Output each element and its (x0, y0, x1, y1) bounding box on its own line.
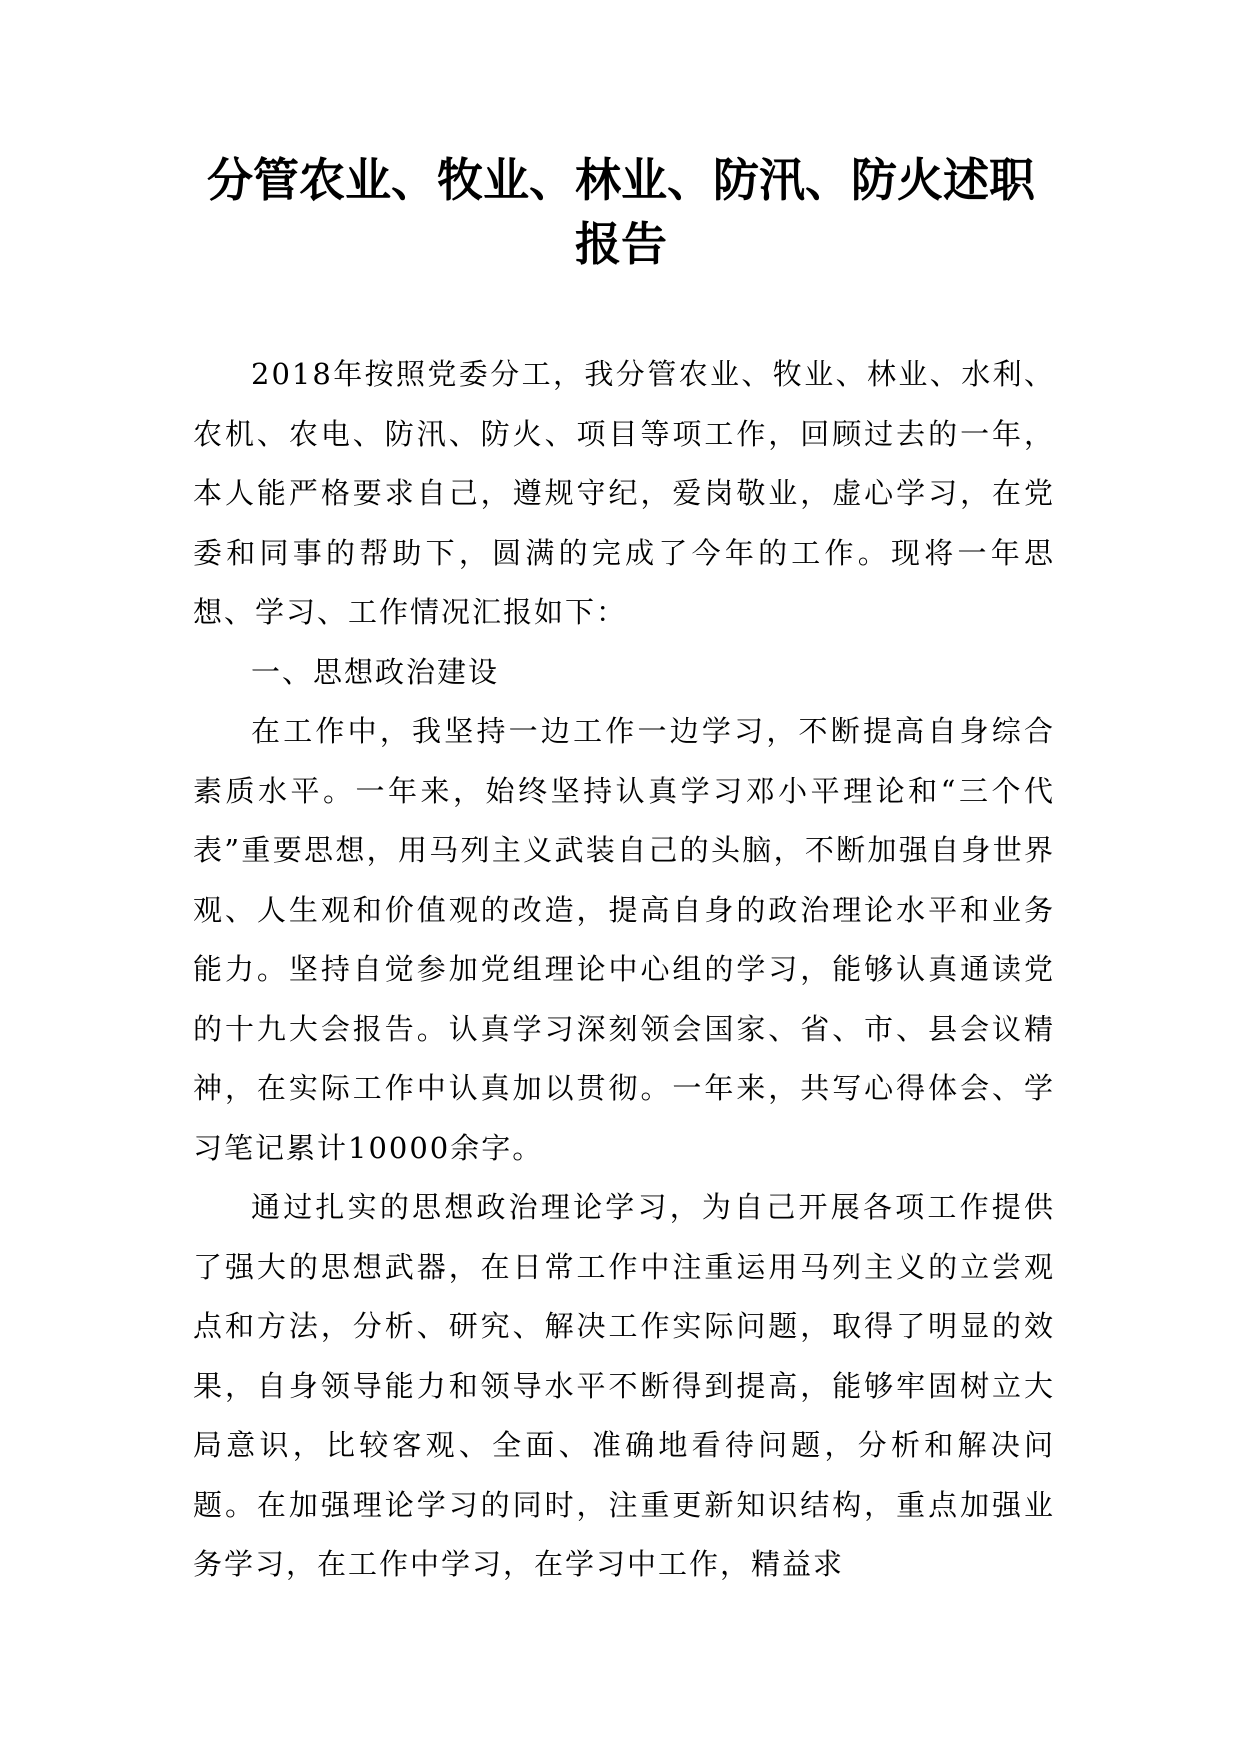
section-heading: 一、思想政治建设 (251, 654, 500, 689)
document-title: 分管农业、牧业、林业、防汛、防火述职报告 (207, 153, 1035, 271)
paragraph-intro: 2018年按照党委分工，我分管农业、牧业、林业、水利、农机、农电、防汛、防火、项目等项工作，回顾过去的一年，本人能严格要求自己，遵规守纪，爱岗敬业，虚心学习，在党委和同事的帮助下，圆满的完成了今年的工作。现将一年思想、学习、工作情况汇报如下： (193, 357, 1055, 629)
document-body (193, 345, 1055, 1595)
paragraph-theory: 通过扎实的思想政治理论学习，为自己开展各项工作提供了强大的思想武器，在日常工作中注重运用马列主义的立尝观点和方法，分析、研究、解决工作实际问题，取得了明显的效果，自身领导能力和领导水平不断得到提高，能够牢固树立大局意识，比较客观、全面、准确地看待问题，分析和解决问题。在加强理论学习的同时，注重更新知识结构，重点加强业务学习，在工作中学习，在学习中工作，精益求 (193, 1190, 1055, 1581)
paragraph-study: 在工作中，我坚持一边工作一边学习，不断提高自身综合素质水平。一年来，始终坚持认真学习邓小平理论和“三个代表”重要思想，用马列主义武装自己的头脑，不断加强自身世界观、人生观和价值观的改造，提高自身的政治理论水平和业务能力。坚持自觉参加党组理论中心组的学习，能够认真通读党的十九大会报告。认真学习深刻领会国家、省、市、县会议精神，在实际工作中认真加以贯彻。一年来，共写心得体会、学习笔记累计10000余字。 (193, 714, 1055, 1165)
